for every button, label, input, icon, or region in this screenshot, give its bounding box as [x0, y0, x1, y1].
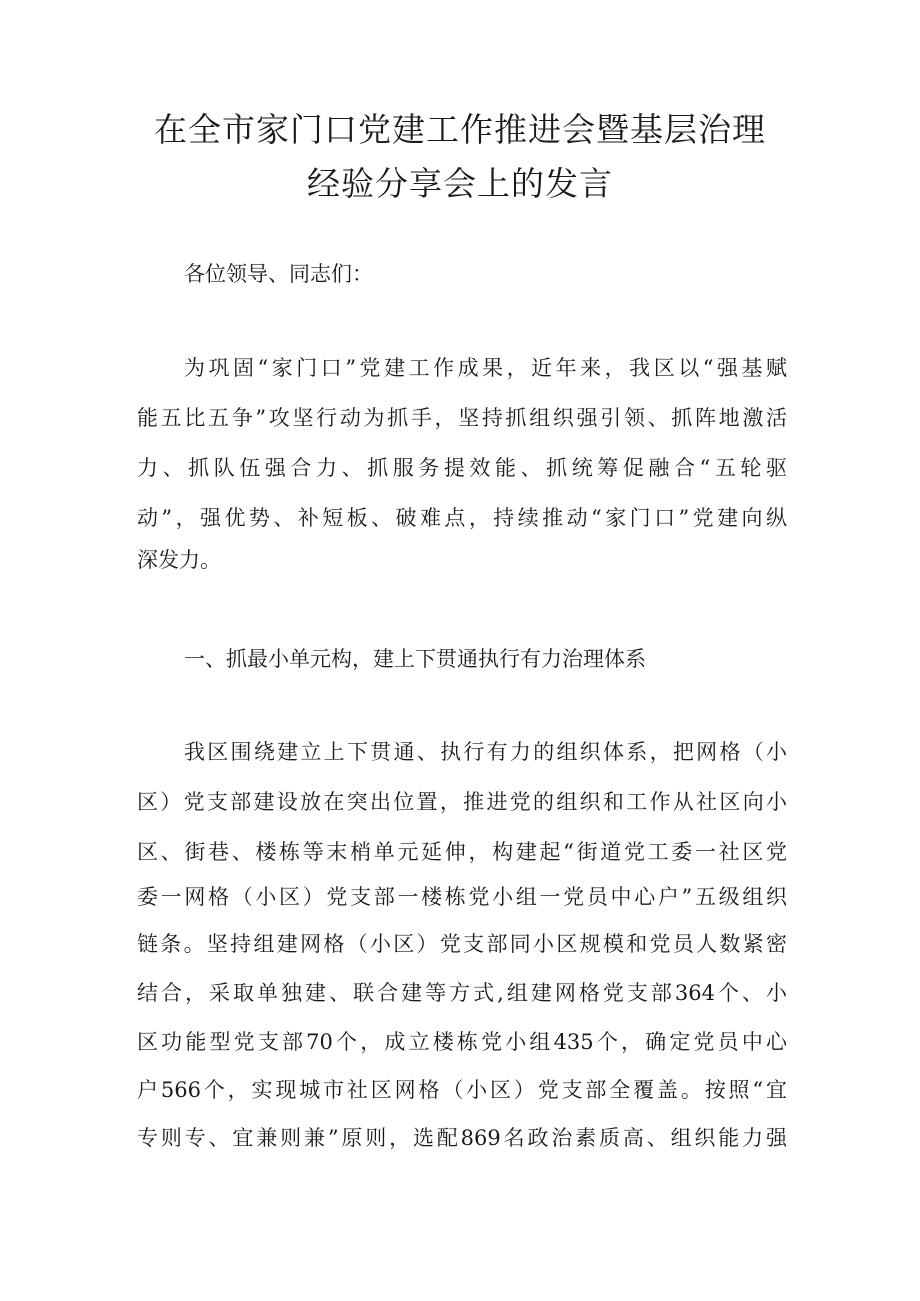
body-line: 结合，采取单独建、联合建等方式,组建网格党支部364个、小	[137, 981, 787, 1005]
document-title-line-2: 经验分享会上的发言	[307, 164, 613, 203]
body-line: 链条。坚持组建网格（小区）党支部同小区规模和党员人数紧密	[137, 932, 787, 956]
document-title-line-1: 在全市家门口党建工作推进会暨基层治理	[154, 110, 766, 149]
body-line: 区功能型党支部70个，成立楼栋党小组435个，确定党员中心	[137, 1030, 787, 1054]
body-line: 户566个，实现城市社区网格（小区）党支部全覆盖。按照“宜	[137, 1078, 787, 1102]
intro-line: 为巩固“家门口”党建工作成果，近年来，我区以“强基赋	[184, 356, 787, 380]
intro-line: 能五比五争”攻坚行动为抓手，坚持抓组织强引领、抓阵地激活	[137, 406, 787, 430]
intro-line: 深发力。	[137, 548, 221, 572]
section-heading: 一、抓最小单元构，建上下贯通执行有力治理体系	[184, 647, 646, 671]
body-line: 委一网格（小区）党支部一楼栋党小组一党员中心户”五级组织	[137, 885, 787, 909]
salutation: 各位领导、同志们：	[184, 262, 373, 286]
body-line: 区、街巷、楼栋等末梢单元延伸，构建起“街道党工委一社区党	[137, 840, 787, 864]
body-line: 我区围绕建立上下贯通、执行有力的组织体系，把网格（小	[184, 740, 787, 764]
intro-line: 力、抓队伍强合力、抓服务提效能、抓统筹促融合“五轮驱	[137, 456, 787, 480]
body-line: 专则专、宜兼则兼”原则，选配869名政治素质高、组织能力强	[137, 1126, 787, 1150]
body-line: 区）党支部建设放在突出位置，推进党的组织和工作从社区向小	[137, 790, 787, 814]
intro-line: 动”，强优势、补短板、破难点，持续推动“家门口”党建向纵	[137, 506, 787, 530]
